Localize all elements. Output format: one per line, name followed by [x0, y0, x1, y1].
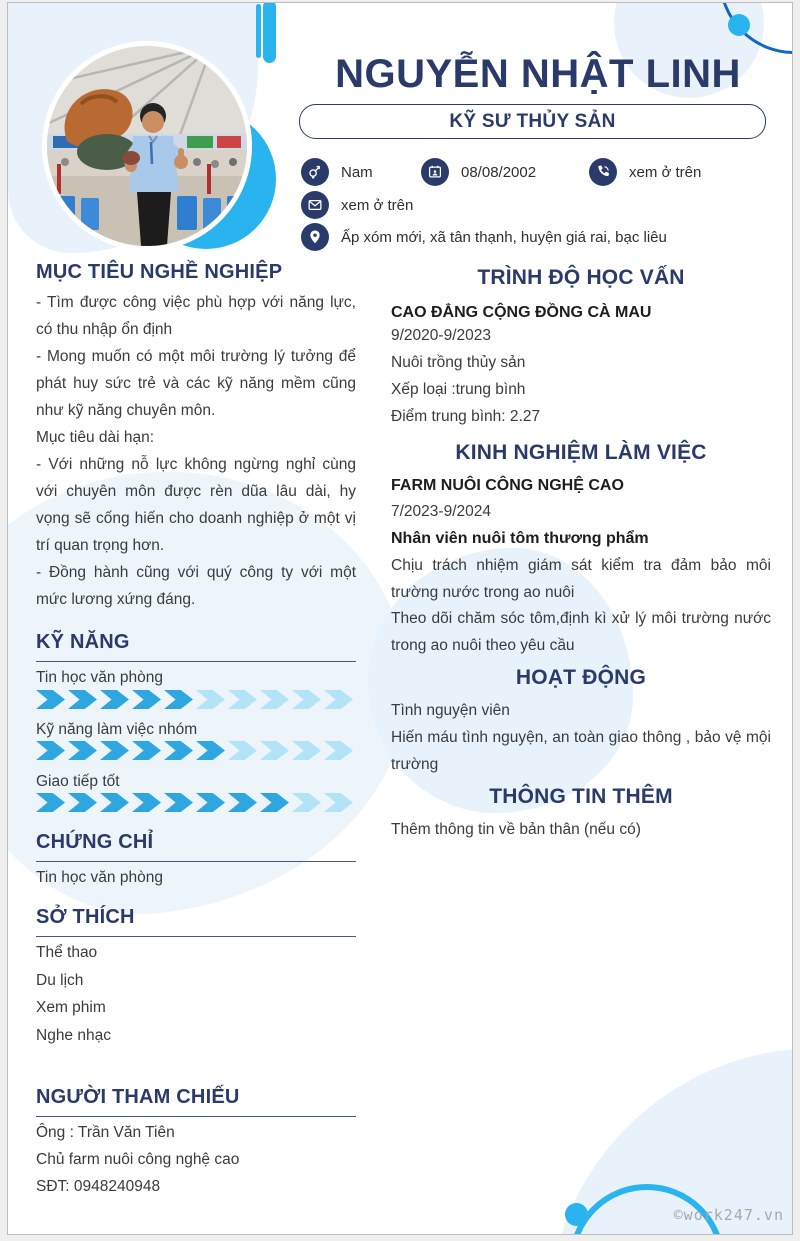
experience-company: FARM NUÔI CÔNG NGHỆ CAO [391, 477, 624, 494]
photo-illustration [47, 46, 247, 246]
contact-email [301, 191, 413, 219]
contact-gender [301, 158, 373, 186]
skill-arrow [68, 741, 97, 760]
watermark: ©work247.vn [673, 1206, 784, 1224]
gender-value: Nam [341, 163, 373, 181]
skill-arrow [292, 690, 321, 709]
candidate-name: NGUYỄN NHẬT LINH [335, 52, 741, 96]
activity-line: Hiến máu tình nguyện, an toàn giao thông , bảo vệ mội trường [391, 729, 771, 773]
skills-heading: KỸ NĂNG [36, 631, 356, 662]
objective-body [36, 289, 356, 613]
skill-arrow [196, 690, 225, 709]
objective-paragraph: - Đồng hành cũng với quý công ty với một mức lương xứng đáng. [36, 564, 356, 608]
experience-description: Chịu trách nhiệm giám sát kiểm tra đảm bảo môi trường nước trong ao nuôi [391, 557, 771, 601]
hobby-item: Thể thao [36, 944, 98, 961]
contact-phone [589, 158, 701, 186]
reference-line: Ông : Trần Văn Tiên [36, 1124, 175, 1141]
activity-line: Tình nguyện viên [391, 702, 510, 719]
skill-arrow [132, 741, 161, 760]
education-line: Nuôi trồng thủy sản [391, 354, 526, 371]
header-bar-thin-decoration [256, 4, 261, 58]
phone-value: xem ở trên [629, 163, 702, 181]
hobbies-list [36, 939, 356, 1049]
skill-arrow [100, 690, 129, 709]
experience-role: Nhân viên nuôi tôm thương phẩm [391, 530, 649, 547]
skill-arrow [36, 690, 65, 709]
skill-arrow [292, 741, 321, 760]
cv-page [7, 2, 793, 1235]
education-line: Xếp loại :trung bình [391, 381, 526, 398]
skill-arrow [68, 690, 97, 709]
phone-icon [589, 158, 617, 186]
reference-line: SĐT: 0948240948 [36, 1178, 161, 1195]
address-value: Ấp xóm mới, xã tân thạnh, huyện giá rai, bạc liêu [341, 228, 667, 246]
skill-arrow [260, 793, 289, 812]
skill-arrow [164, 690, 193, 709]
skill-label: Giao tiếp tốt [36, 773, 120, 790]
skill-arrow [324, 690, 353, 709]
skill-arrow [164, 741, 193, 760]
objective-paragraph: - Mong muốn có một môi trường lý tưởng để phát huy sức trẻ và các kỹ năng mềm cũng như kỹ năng chuyên môn. [36, 348, 356, 419]
skill-arrow [100, 741, 129, 760]
references-body [36, 1119, 356, 1200]
skill-arrow [36, 793, 65, 812]
hobby-item: Xem phim [36, 999, 106, 1016]
location-icon [301, 223, 329, 251]
birthday-value: 08/08/2002 [461, 163, 537, 181]
skill-arrow [196, 793, 225, 812]
reference-line: Chủ farm nuôi công nghệ cao [36, 1151, 240, 1168]
objective-paragraph: Mục tiêu dài hạn: [36, 429, 155, 446]
education-line: 9/2020-9/2023 [391, 327, 491, 344]
contact-address [301, 223, 667, 251]
top-right-dot-decoration [728, 14, 750, 36]
skill-arrow [36, 741, 65, 760]
objective-paragraph: - Với những nỗ lực không ngừng nghỉ cùng với chuyên môn được rèn dũa lâu dài, hy vọng sẽ cống hiến cho doanh nghiệp ở một vị trí quan trọng hơn. [36, 456, 356, 554]
experience-period: 7/2023-9/2024 [391, 503, 491, 520]
hobby-item: Nghe nhạc [36, 1026, 111, 1044]
references-heading: NGƯỜI THAM CHIẾU [36, 1086, 356, 1117]
education-details [391, 322, 771, 430]
skill-arrow [132, 793, 161, 812]
additional-info-heading: THÔNG TIN THÊM [489, 785, 673, 808]
certificate-item: Tin học văn phòng [36, 869, 163, 886]
objective-heading: MỤC TIÊU NGHỀ NGHIỆP [36, 261, 283, 283]
mail-icon [301, 191, 329, 219]
header-bar-thick-decoration [263, 2, 276, 63]
education-school: CAO ĐẲNG CỘNG ĐỒNG CÀ MAU [391, 304, 652, 321]
email-value: xem ở trên [341, 196, 414, 214]
gender-icon [301, 158, 329, 186]
skill-arrow [68, 793, 97, 812]
skill-arrow [260, 690, 289, 709]
skill-arrow [100, 793, 129, 812]
additional-info-note: Thêm thông tin về bản thân (nếu có) [391, 821, 641, 838]
certificates-heading: CHỨNG CHỈ [36, 831, 356, 862]
bottom-dot-decoration [565, 1203, 588, 1226]
skill-level-bar [36, 793, 356, 812]
education-line: Điểm trung bình: 2.27 [391, 408, 541, 425]
calendar-icon [421, 158, 449, 186]
skill-arrow [228, 741, 257, 760]
job-title-pill [299, 104, 766, 139]
hobby-item: Du lịch [36, 971, 84, 989]
hobbies-heading: SỞ THÍCH [36, 906, 356, 937]
skill-arrow [260, 741, 289, 760]
skill-arrow [324, 793, 353, 812]
contact-birthday [421, 158, 536, 186]
skill-label: Kỹ năng làm việc nhóm [36, 721, 198, 738]
skill-level-bar [36, 741, 356, 760]
experience-description: Theo dõi chăm sóc tôm,định kì xử lý môi trường nước trong ao nuôi theo yêu cầu [391, 610, 771, 654]
skill-arrow [164, 793, 193, 812]
skill-label: Tin học văn phòng [36, 669, 163, 686]
activities-heading: HOẠT ĐỘNG [515, 666, 647, 689]
profile-photo [42, 41, 252, 251]
skill-arrow [196, 741, 225, 760]
job-title: KỸ SƯ THỦY SẢN [449, 110, 616, 132]
skill-arrow [132, 690, 161, 709]
skill-arrow [228, 690, 257, 709]
skill-arrow [228, 793, 257, 812]
objective-paragraph: - Tìm được công việc phù hợp với năng lực, có thu nhập ổn định [36, 294, 356, 338]
experience-heading: KINH NGHIỆM LÀM VIỆC [455, 441, 707, 464]
skill-level-bar [36, 690, 356, 709]
education-heading: TRÌNH ĐỘ HỌC VẤN [477, 266, 685, 289]
skill-arrow [324, 741, 353, 760]
skill-arrow [292, 793, 321, 812]
